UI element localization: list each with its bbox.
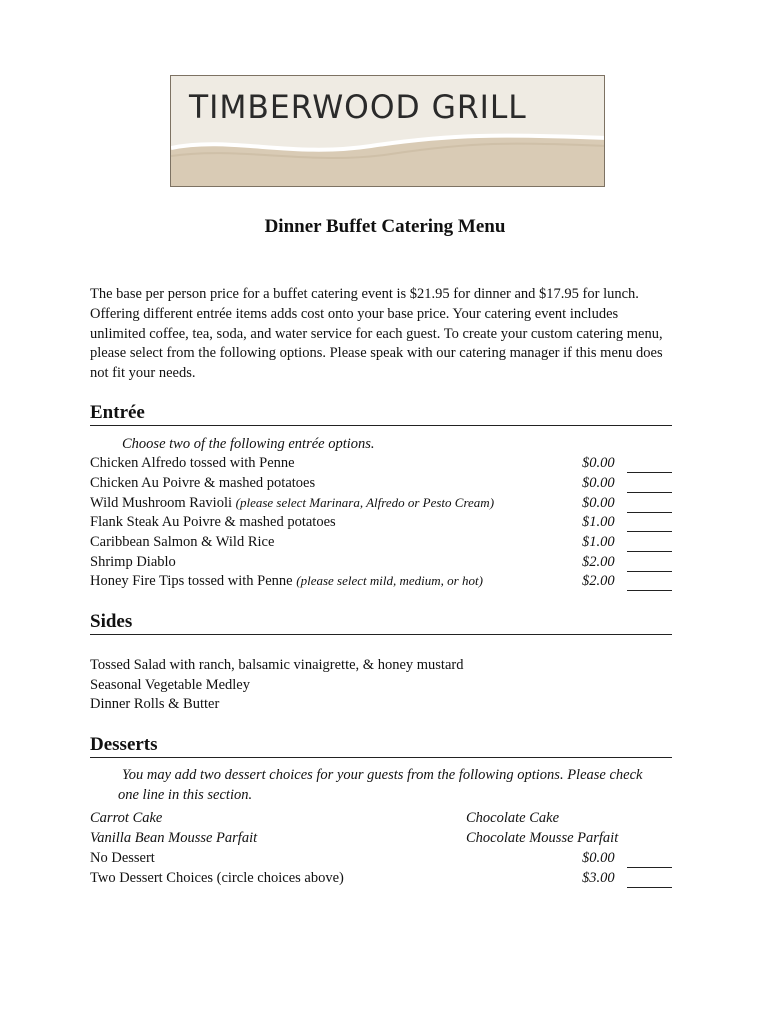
entree-row — [90, 552, 672, 572]
entree-row — [90, 473, 672, 493]
dessert-select-line[interactable] — [627, 887, 672, 888]
dessert-choice: Carrot Cake — [90, 810, 163, 826]
entree-item-name: Honey Fire Tips tossed with Penne (please select mild, medium, or hot) — [90, 573, 483, 589]
dessert-option-price: $3.00 — [582, 870, 615, 886]
entree-item-name: Wild Mushroom Ravioli (please select Marinara, Alfredo or Pesto Cream) — [90, 495, 495, 511]
side-item: Tossed Salad with ranch, balsamic vinaigrette, & honey mustard — [90, 657, 464, 673]
entree-item-price: $0.00 — [582, 455, 615, 471]
desserts-instruction-continued: one line in this section. — [118, 787, 253, 803]
side-item: Seasonal Vegetable Medley — [90, 677, 250, 693]
dessert-choice: Vanilla Bean Mousse Parfait — [90, 830, 258, 846]
dessert-choice: Chocolate Mousse Parfait — [466, 830, 619, 846]
entree-instruction: Choose two of the following entrée options. — [122, 436, 375, 452]
side-item: Dinner Rolls & Butter — [90, 696, 220, 712]
entree-item-name: Chicken Alfredo tossed with Penne — [90, 455, 295, 471]
entree-item-price: $1.00 — [582, 514, 615, 530]
entree-item-note: (please select Marinara, Alfredo or Pesto Cream) — [235, 495, 495, 510]
entree-item-price: $2.00 — [582, 554, 615, 570]
dessert-choice: Chocolate Cake — [466, 810, 560, 826]
entree-item-note: (please select mild, medium, or hot) — [296, 573, 483, 588]
sides-heading: Sides — [90, 611, 672, 635]
desserts-instruction: You may add two dessert choices for your guests from the following options. Please check — [122, 767, 643, 783]
entree-heading: Entrée — [90, 402, 672, 426]
entree-row — [90, 512, 672, 532]
page-title: Dinner Buffet Catering Menu — [264, 216, 506, 237]
dessert-option-name: No Dessert — [90, 850, 155, 866]
intro-paragraph: The base per person price for a buffet catering event is $21.95 for dinner and $17.95 for lunch. Offering different entrée items adds cost onto your base price. Your catering event includes unlimited coffee, tea, soda, and water service for each guest. To create your custom catering menu, please select from the following options. Please speak with our catering manager if this menu does not fit your needs. — [90, 286, 663, 382]
entree-item-name: Caribbean Salmon & Wild Rice — [90, 534, 275, 550]
entree-row — [90, 532, 672, 552]
entree-row — [90, 571, 672, 591]
entree-row — [90, 493, 672, 513]
dessert-option-price: $0.00 — [582, 850, 615, 866]
logo-text: TIMBERWOOD GRILL — [189, 88, 527, 126]
entree-item-price: $1.00 — [582, 534, 615, 550]
entree-item-price: $0.00 — [582, 475, 615, 491]
entree-item-name: Chicken Au Poivre & mashed potatoes — [90, 475, 316, 491]
dessert-option-name: Two Dessert Choices (circle choices above) — [90, 870, 344, 886]
entree-item-name: Flank Steak Au Poivre & mashed potatoes — [90, 514, 336, 530]
entree-row — [90, 453, 672, 473]
entree-select-line[interactable] — [627, 590, 672, 591]
timberwood-grill-logo — [170, 75, 605, 187]
desserts-heading: Desserts — [90, 734, 672, 758]
entree-item-name: Shrimp Diablo — [90, 554, 176, 570]
dessert-option-row — [90, 868, 672, 888]
entree-item-price: $0.00 — [582, 495, 615, 511]
entree-item-price: $2.00 — [582, 573, 615, 589]
dessert-option-row — [90, 848, 672, 868]
